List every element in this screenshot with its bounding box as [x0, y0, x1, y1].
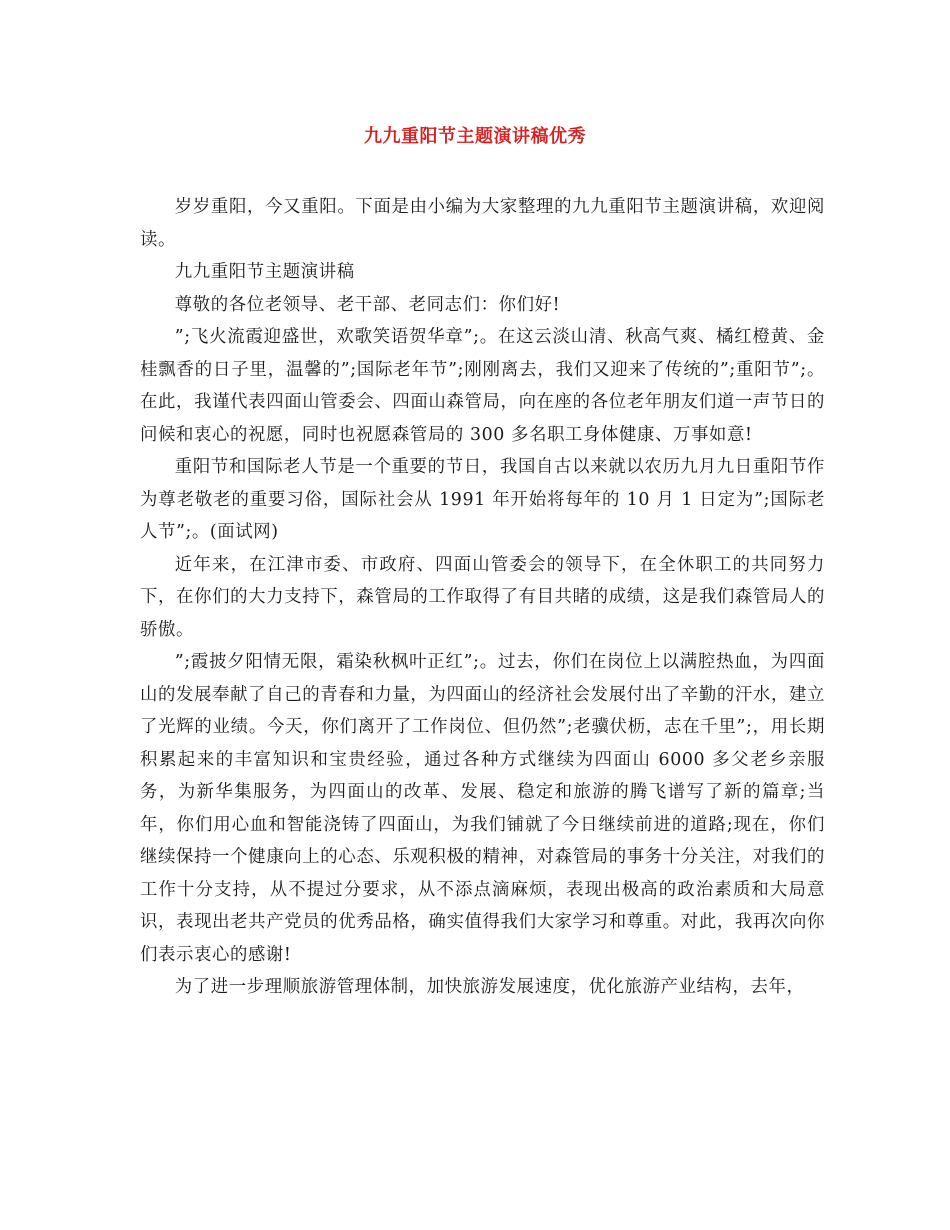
paragraph: 重阳节和国际老人节是一个重要的节日，我国自古以来就以农历九月九日重阳节作为尊老敬老的重要习俗，国际社会从 1991 年开始将每年的 10 月 1 日定为”;国际老人节”;。(面试网): [140, 457, 825, 542]
document-body: [140, 191, 825, 1004]
paragraph: ”;霞披夕阳情无限，霜染秋枫叶正红”;。过去，你们在岗位上以满腔热血，为四面山的发展奉献了自己的青春和力量，为四面山的经济社会发展付出了辛勤的汗水，建立了光辉的业绩。今天，你们离开了工作岗位、但仍然”;老骥伏枥，志在千里”;，用长期积累起来的丰富知识和宝贵经验，通过各种方式继续为四面山 6000 多父老乡亲服务，为新华集服务，为四面山的改革、发展、稳定和旅游的腾飞谱写了新的篇章;当年，你们用心血和智能浇铸了四面山，为我们铺就了今日继续前进的道路;现在，你们继续保持一个健康向上的心态、乐观积极的精神，对森管局的事务十分关注，对我们的工作十分支持，从不提过分要求，从不添点滴麻烦，表现出极高的政治素质和大局意识，表现出老共产党员的优秀品格，确实值得我们大家学习和尊重。对此，我再次向你们表示衷心的感谢!: [140, 652, 825, 965]
paragraph-subtitle: 九九重阳节主题演讲稿: [174, 262, 355, 282]
paragraph: ”;飞火流霞迎盛世，欢歌笑语贺华章”;。在这云淡山清、秋高气爽、橘红橙黄、金桂飘香的日子里，温馨的”;国际老年节”;刚刚离去，我们又迎来了传统的”;重阳节”;。在此，我谨代表四面山管委会、四面山森管局，向在座的各位老年朋友们道一声节日的问候和衷心的祝愿，同时也祝愿森管局的 300 多名职工身体健康、万事如意!: [140, 327, 825, 445]
paragraph-greeting: 尊敬的各位老领导、老干部、老同志们：你们好!: [174, 294, 561, 315]
paragraph-intro: 岁岁重阳，今又重阳。下面是由小编为大家整理的九九重阳节主题演讲稿，欢迎阅读。: [140, 197, 825, 250]
document-title: 九九重阳节主题演讲稿优秀: [364, 126, 586, 147]
paragraph: 近年来，在江津市委、市政府、四面山管委会的领导下，在全休职工的共同努力下，在你们的大力支持下，森管局的工作取得了有目共睹的成绩，这是我们森管局人的骄傲。: [140, 554, 825, 640]
paragraph: 为了进一步理顺旅游管理体制，加快旅游发展速度，优化旅游产业结构，去年，: [174, 977, 805, 997]
